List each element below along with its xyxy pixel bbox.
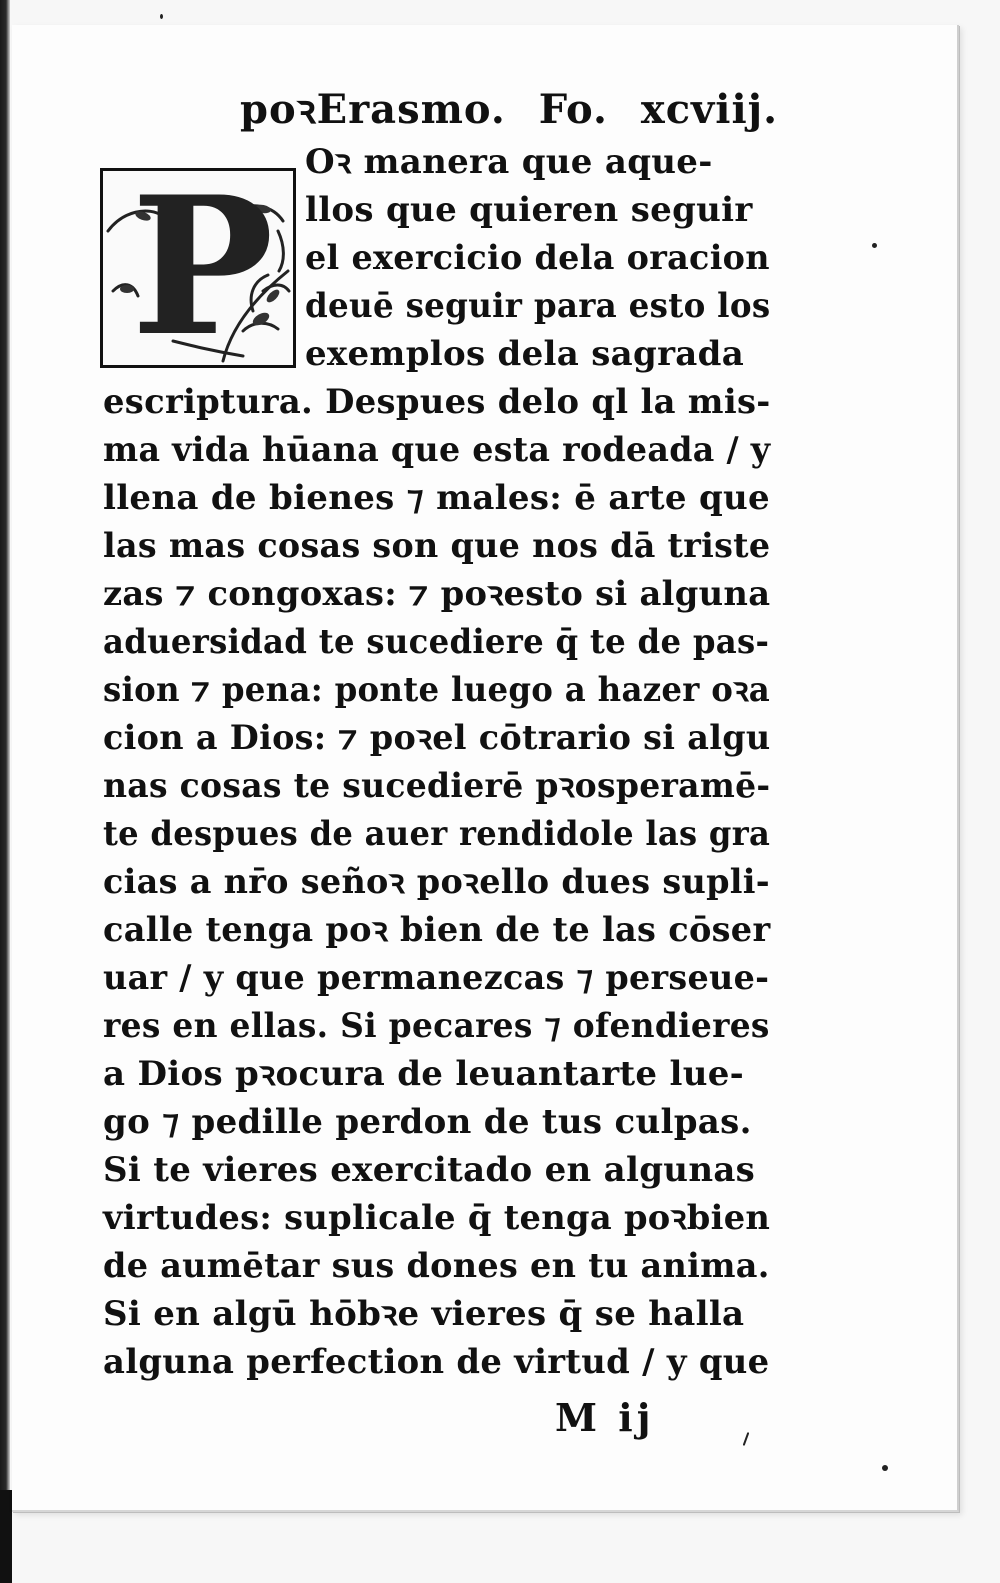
header-author: poꝛErasmo. — [240, 86, 506, 133]
text-line: go ⁊ pedille perdon de tus culpas. — [103, 1102, 752, 1142]
text-line: sion ⁊ pena: ponte luego a hazer oꝛa — [103, 670, 771, 710]
text-line: uar / y que permanezcas ⁊ perseue- — [103, 958, 770, 998]
running-header — [240, 80, 779, 150]
signature-mark: M ij — [555, 1395, 655, 1440]
text-line: aduersidad te sucediere q̄ te de pas- — [103, 622, 770, 662]
text-line: cion a Dios: ⁊ poꝛel cōtrario si algu — [103, 718, 771, 758]
scan-speck — [872, 243, 877, 248]
scan-speck — [160, 14, 163, 19]
text-line: res en ellas. Si pecares ⁊ ofendieres — [103, 1006, 770, 1046]
text-line: exemplos dela sagrada — [305, 334, 745, 374]
text-line: virtudes: suplicale q̄ tenga poꝛbien — [103, 1198, 771, 1238]
text-line: a Dios pꝛocura de leuantarte lue- — [103, 1054, 745, 1094]
decorated-initial — [100, 155, 296, 378]
text-line: nas cosas te sucedierē pꝛosperamē- — [103, 766, 771, 806]
text-line: escriptura. Despues delo ql la mis- — [103, 382, 771, 422]
binding-edge — [0, 0, 10, 1583]
text-line: Si te vieres exercitado en algunas — [103, 1150, 756, 1190]
text-line: Si en algū hōbꝛe vieres q̄ se halla — [103, 1294, 745, 1334]
text-line: ma vida hūana que esta rodeada / y — [103, 430, 771, 470]
text-line: el exercicio dela oracion — [305, 238, 770, 278]
text-line: cias a nr̄o señoꝛ poꝛello dues supli- — [103, 862, 770, 902]
binding-edge-dark — [0, 1490, 12, 1583]
text-line: calle tenga poꝛ bien de te las cōser — [103, 910, 771, 950]
text-line: Oꝛ manera que aque- — [305, 142, 713, 182]
folio-number: xcviij. — [640, 86, 779, 133]
text-line: llena de bienes ⁊ males: ē arte que — [103, 478, 770, 518]
text-line: llos que quieren seguir — [305, 190, 753, 230]
text-line: zas ⁊ congoxas: ⁊ poꝛesto si alguna — [103, 574, 771, 614]
text-line: deuē seguir para esto los — [305, 286, 771, 326]
text-line: de aumētar sus dones en tu anima. — [103, 1246, 770, 1286]
folio-label: Fo. — [538, 86, 608, 133]
initial-letter: P — [131, 155, 274, 378]
text-line: las mas cosas son que nos dā triste — [103, 526, 771, 566]
text-line: te despues de auer rendidole las gra — [103, 814, 771, 854]
scan-speck — [882, 1465, 888, 1471]
text-line: alguna perfection de virtud / y que — [103, 1342, 770, 1382]
